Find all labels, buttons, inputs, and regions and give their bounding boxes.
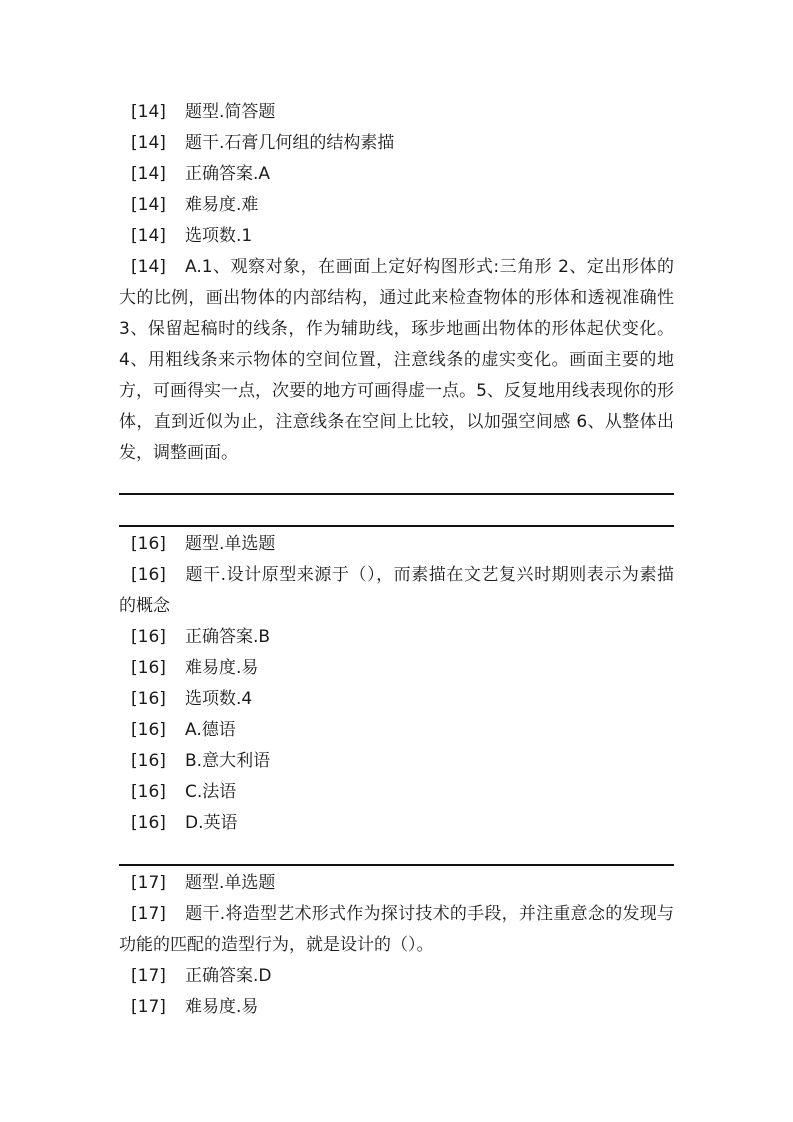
q14-stem-line: [14] 题干.石膏几何组的结构素描 <box>131 133 395 153</box>
q16-stem-paragraph: [16] 题干.设计原型来源于（），而素描在文艺复兴时期则表示为素描的概念 <box>119 565 674 616</box>
divider-rule <box>119 864 674 866</box>
question-16 <box>119 529 674 839</box>
question-14 <box>119 97 674 469</box>
q17-difficulty-line: [17] 难易度.易 <box>131 997 259 1017</box>
q16-option-b: [16] B.意大利语 <box>131 751 271 771</box>
divider-rule <box>119 525 674 527</box>
question-17 <box>119 868 674 1023</box>
q14-answer-line: [14] 正确答案.A <box>131 164 271 184</box>
q14-option-count-line: [14] 选项数.1 <box>131 226 253 246</box>
q16-option-d: [16] D.英语 <box>131 813 238 833</box>
q14-difficulty-line: [14] 难易度.难 <box>131 195 259 215</box>
q14-answer-paragraph: [14] A.1、观察对象，在画面上定好构图形式:三角形 2、定出形体的大的比例，画出物体的内部结构，通过此来检查物体的形体和透视准确性 3、保留起稿时的线条，作为辅助线，琢步地画出物体的形体起伏变化。4、用粗线条来示物体的空间位置，注意线条的虚实变化。画面主要的地方，可画得实一点，次要的地方可画得虚一点。5、反复地用线表现你的形体，直到近似为止，注意线条在空间上比较，以加强空间感 6、从整体出发，调整画面。 <box>119 257 674 463</box>
q17-stem-paragraph: [17] 题干.将造型艺术形式作为探讨技术的手段，并注重意念的发现与功能的匹配的造型行为，就是设计的（）。 <box>119 904 674 955</box>
q17-type-line: [17] 题型.单选题 <box>131 873 276 893</box>
q16-option-a: [16] A.德语 <box>131 720 236 740</box>
q16-answer-line: [16] 正确答案.B <box>131 627 271 647</box>
q16-difficulty-line: [16] 难易度.易 <box>131 658 259 678</box>
q17-answer-line: [17] 正确答案.D <box>131 966 272 986</box>
q16-option-count-line: [16] 选项数.4 <box>131 689 253 709</box>
q16-option-c: [16] C.法语 <box>131 782 237 802</box>
q16-type-line: [16] 题型.单选题 <box>131 534 276 554</box>
q14-type-line: [14] 题型.简答题 <box>131 102 276 122</box>
divider-rule <box>119 493 674 495</box>
